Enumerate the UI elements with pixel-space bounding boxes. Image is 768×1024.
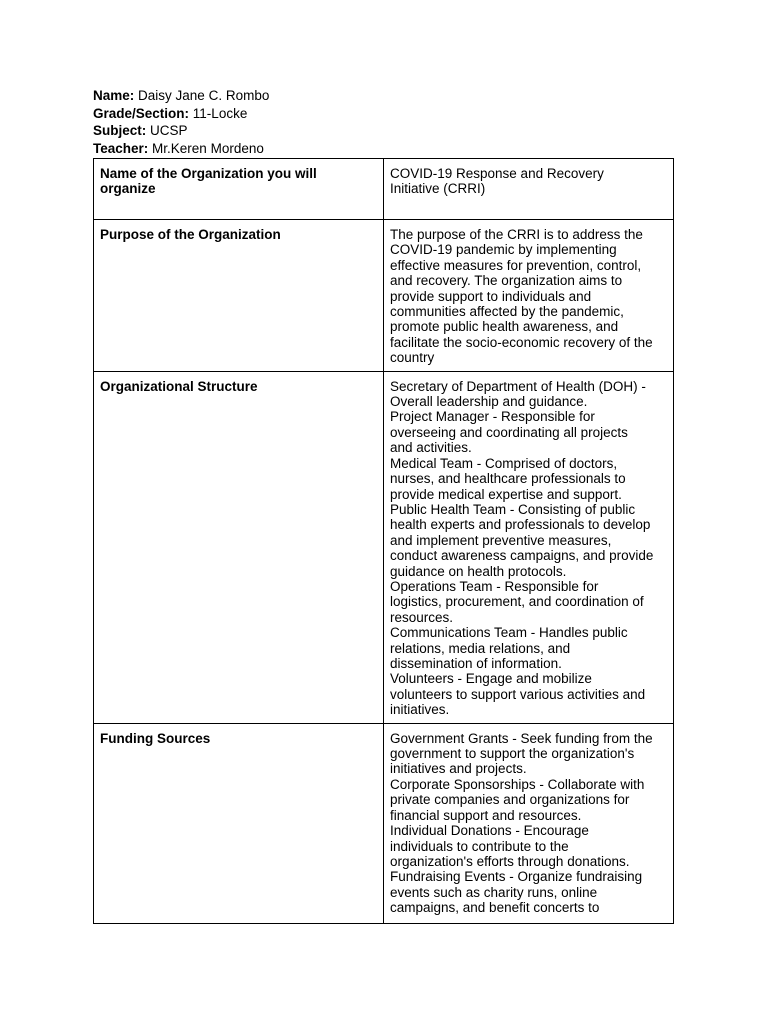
cell-line: health experts and professionals to develop [390, 517, 651, 533]
cell-line: logistics, procurement, and coordination of [390, 594, 644, 610]
cell-line: Overall leadership and guidance. [390, 394, 588, 410]
organization-name-label-cell [94, 159, 384, 220]
cell-line: Individual Donations - Encourage [390, 823, 589, 839]
cell-line: COVID-19 Response and Recovery [390, 166, 604, 181]
cell-line: country [390, 350, 435, 366]
cell-line: financial support and resources. [390, 807, 582, 823]
cell-line: nurses, and healthcare professionals to [390, 471, 626, 487]
cell-line: provide support to individuals and [390, 288, 592, 304]
cell-line: provide medical expertise and support. [390, 486, 622, 502]
cell-line: Organizational Structure [100, 378, 258, 394]
cell-line: promote public health awareness, and [390, 319, 619, 335]
name-value: Daisy Jane C. Rombo [138, 88, 270, 103]
cell-line: and activities. [390, 440, 472, 456]
cell-line: volunteers to support various activities and [390, 686, 646, 702]
purpose-label-cell [94, 220, 384, 372]
table-row-organizational-structure [94, 371, 674, 723]
table-row-funding-sources [94, 723, 674, 923]
cell-line: effective measures for prevention, control, [390, 257, 642, 273]
cell-line: Public Health Team - Consisting of public [390, 501, 636, 517]
cell-line: communities affected by the pandemic, [390, 304, 624, 320]
subject-line [93, 122, 269, 140]
organization-form-table [93, 158, 674, 924]
funding-value-cell [384, 723, 674, 923]
cell-line: Name of the Organization you will [100, 166, 317, 181]
cell-line: Funding Sources [100, 730, 211, 746]
cell-line: Volunteers - Engage and mobilize [390, 671, 592, 687]
cell-line: Secretary of Department of Health (DOH) - [390, 378, 646, 394]
cell-line: initiatives and projects. [390, 761, 527, 777]
name-label: Name: [93, 88, 135, 103]
purpose-value-cell [384, 220, 674, 372]
name-line [93, 87, 269, 105]
cell-line: Fundraising Events - Organize fundraising [390, 869, 643, 885]
cell-line: relations, media relations, and [390, 640, 571, 656]
teacher-line [93, 140, 269, 158]
teacher-label: Teacher: [93, 140, 149, 156]
structure-value-cell [384, 371, 674, 723]
cell-line: COVID-19 pandemic by implementing [390, 242, 617, 258]
funding-label-cell [94, 723, 384, 923]
cell-line: and recovery. The organization aims to [390, 273, 623, 289]
table-row-purpose [94, 220, 674, 372]
structure-label-cell [94, 371, 384, 723]
cell-line: organize [100, 181, 156, 197]
cell-line: campaigns, and benefit concerts to [390, 900, 600, 916]
cell-line: and implement preventive measures, [390, 532, 612, 548]
cell-line: conduct awareness campaigns, and provide [390, 548, 654, 564]
cell-line: Communications Team - Handles public [390, 625, 628, 641]
grade-section-value: 11-Locke [192, 105, 248, 121]
cell-line: guidance on health protocols. [390, 563, 567, 579]
teacher-value: Mr.Keren Mordeno [152, 140, 264, 156]
organization-name-value-cell [384, 159, 674, 220]
cell-line: private companies and organizations for [390, 792, 630, 808]
cell-line: Medical Team - Comprised of doctors, [390, 455, 618, 471]
subject-value: UCSP [150, 123, 188, 138]
cell-line: government to support the organization's [390, 746, 635, 762]
cell-line: facilitate the socio-economic recovery of the [390, 334, 653, 350]
grade-section-label: Grade/Section: [93, 105, 190, 121]
student-info-header [93, 87, 269, 157]
cell-line: The purpose of the CRRI is to address the [390, 227, 643, 242]
table-row-organization-name [94, 159, 674, 220]
cell-line: Initiative (CRRI) [390, 181, 486, 197]
cell-line: Project Manager - Responsible for [390, 409, 595, 425]
cell-line: overseeing and coordinating all projects [390, 424, 628, 440]
cell-line: Operations Team - Responsible for [390, 578, 599, 594]
cell-line: initiatives. [390, 702, 450, 718]
subject-label: Subject: [93, 123, 147, 138]
cell-line: resources. [390, 609, 454, 625]
grade-section-line [93, 105, 269, 123]
cell-line: dissemination of information. [390, 655, 562, 671]
cell-line: Purpose of the Organization [100, 227, 281, 242]
cell-line: Government Grants - Seek funding from the [390, 730, 653, 746]
cell-line: individuals to contribute to the [390, 838, 569, 854]
cell-line: organization's efforts through donations. [390, 853, 630, 869]
cell-line: events such as charity runs, online [390, 884, 598, 900]
cell-line: Corporate Sponsorships - Collaborate with [390, 776, 645, 792]
